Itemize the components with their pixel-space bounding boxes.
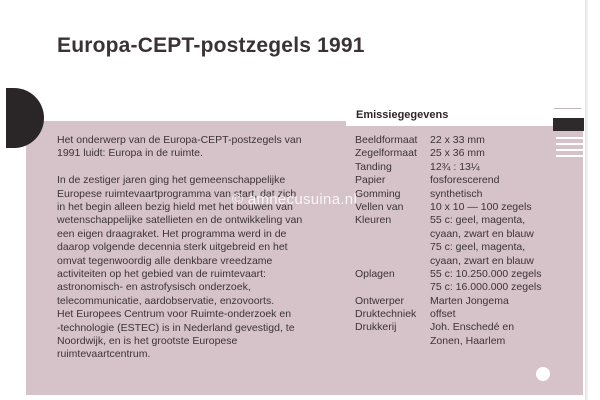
spec-row (355, 321, 542, 334)
spec-value: Marten Jongema (430, 294, 509, 307)
body-line: Het Europees Centrum voor Ruimte-onderzoek en (57, 308, 292, 321)
body-line: ruimtevaartcentrum. (57, 348, 151, 361)
body-line: wetenschappelijke satellieten en de ontwikkeling van (57, 214, 303, 227)
body-line: astronomisch- en astrofysisch onderzoek, (57, 281, 251, 294)
spec-value: 10 x 10 — 100 zegels (430, 200, 532, 213)
spec-value: 12¾ : 13¼ (430, 160, 480, 173)
body-line: omvat tegenwoordig alle denkbare vreedzame (57, 254, 273, 267)
decorative-stripe (556, 143, 584, 145)
decorative-stripe (556, 155, 584, 157)
spec-label: Zegelformaat (355, 147, 417, 160)
body-line: telecommunicatie, aardobservatie, enzovoorts. (57, 294, 275, 307)
spec-row (355, 308, 542, 321)
spec-label (355, 281, 430, 294)
spec-label (355, 335, 430, 348)
section-header: Emissiegegevens (356, 109, 449, 121)
spec-value: Zonen, Haarlem (430, 334, 506, 347)
page-title: Europa-CEPT-postzegels 1991 (57, 34, 365, 57)
spec-row (355, 295, 542, 308)
spec-row (355, 174, 542, 187)
spec-label: Tanding (355, 160, 392, 173)
spec-row (355, 147, 542, 160)
decorative-bar (553, 118, 584, 131)
body-text (57, 134, 347, 362)
spec-value: cyaan, zwart en blauw (430, 227, 534, 240)
body-line: Het onderwerp van de Europa-CEPT-postzegels van (57, 134, 302, 146)
spec-label: Ontwerper (355, 294, 405, 307)
spec-label (355, 255, 430, 268)
spec-label: Oplagen (355, 267, 395, 280)
spec-row (355, 161, 542, 174)
decorative-stripe (556, 149, 584, 151)
body-line: in het begin alleen bezig hield met het bouwen van (57, 201, 293, 214)
spec-label (355, 228, 430, 241)
spec-label: Gomming (355, 187, 401, 200)
spec-row (355, 228, 542, 241)
body-line: 1991 luidt: Europa in de ruimte. (57, 147, 203, 160)
spec-label: Beeldformaat (355, 134, 418, 146)
spec-value: 75 c: 16.000.000 zegels (430, 281, 542, 294)
spec-row (355, 201, 542, 214)
spec-value: Joh. Enschedé en (430, 321, 515, 334)
punch-hole (536, 367, 550, 381)
spec-row (355, 255, 542, 268)
spec-value: 75 c: geel, magenta, (430, 241, 526, 254)
spec-label: Papier (355, 174, 386, 187)
spec-label: Kleuren (355, 214, 392, 227)
body-line: -technologie (ESTEC) is in Nederland gevestigd, te (57, 321, 295, 334)
spec-value: offset (430, 308, 456, 321)
spec-row (355, 188, 542, 201)
spec-value: 55 c: 10.250.000 zegels (430, 267, 542, 280)
body-line: Europese ruimtevaartprogramma van start, dat zich (57, 187, 297, 200)
spec-value: fosforescerend (430, 174, 500, 187)
spec-label: Vellen van (355, 200, 404, 213)
body-line: Noordwijk, en is het grootste Europese (57, 335, 238, 348)
watermark: © amnecusuina.nl (232, 191, 358, 208)
decorative-stripe (556, 137, 584, 139)
body-line: activiteiten op het gebied van de ruimtevaart: (57, 268, 266, 281)
spec-value: 22 x 33 mm (430, 134, 485, 146)
spec-row (355, 335, 542, 348)
spec-label (355, 241, 430, 254)
spec-value: cyaan, zwart en blauw (430, 254, 534, 267)
body-line: een eigen draagraket. Het programma werd in de (57, 227, 287, 240)
spec-row (355, 241, 542, 254)
spec-row (355, 214, 542, 227)
spec-label: Drukkerij (355, 321, 397, 334)
spec-row (355, 281, 542, 294)
spec-row (355, 268, 542, 281)
spec-row (355, 134, 542, 147)
spec-value: 25 x 36 mm (430, 147, 485, 160)
body-line: daarop volgende decennia sterk uitgebreid en het (57, 241, 288, 254)
specs-table (355, 134, 542, 348)
body-line: In de zestiger jaren ging het gemeenschappelijke (57, 174, 286, 187)
spec-value: synthetisch (430, 187, 483, 200)
page-edge-shadow (585, 0, 588, 400)
spec-label: Druktechniek (355, 308, 417, 321)
spec-value: 55 c: geel, magenta, (430, 214, 526, 227)
